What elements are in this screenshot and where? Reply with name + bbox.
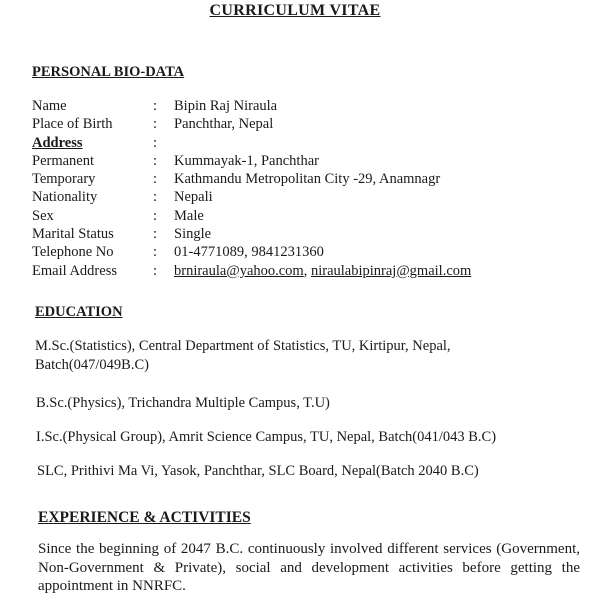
telephone-value: 01-4771089, 9841231360 (174, 244, 324, 261)
experience-heading: EXPERIENCE & ACTIVITIES (38, 509, 251, 526)
bio-row-name (32, 97, 471, 115)
bio-data-table (32, 97, 471, 280)
name-value: Bipin Raj Niraula (174, 98, 278, 114)
colon-separator: : (153, 262, 158, 279)
document-title (0, 2, 590, 20)
email-link-yahoo[interactable]: brniraula@yahoo.com (174, 262, 304, 279)
education-entry-slc: SLC, Prithivi Ma Vi, Yasok, Panchthar, SLC Board, Nepal(Batch 2040 B.C) (37, 463, 479, 479)
permanent-address-value: Kummayak-1, Panchthar (174, 152, 319, 169)
education-entry-bsc: B.Sc.(Physics), Trichandra Multiple Campus, T.U) (36, 395, 330, 411)
telephone-label: Telephone No (32, 244, 114, 261)
permanent-address-label: Permanent (32, 152, 95, 169)
bio-row-sex (32, 207, 471, 225)
education-entry-msc: M.Sc.(Statistics), Central Department of Statistics, TU, Kirtipur, Nepal, Batch(047/049B.C) (35, 338, 451, 373)
colon-separator: : (153, 152, 158, 169)
bio-row-permanent (32, 152, 471, 170)
colon-separator: : (153, 134, 158, 151)
document-title-text: CURRICULUM VITAE (209, 2, 381, 19)
address-label: Address (32, 134, 83, 151)
email-link-gmail[interactable]: niraulabipinraj@gmail.com (310, 262, 472, 279)
temporary-address-value: Kathmandu Metropolitan City -29, Anamnagr (174, 171, 441, 188)
colon-separator: : (153, 98, 158, 114)
colon-separator: : (153, 116, 158, 133)
place-of-birth-label: Place of Birth (32, 116, 113, 133)
marital-status-value: Single (174, 226, 212, 243)
colon-separator: : (153, 244, 158, 261)
bio-row-nationality (32, 188, 471, 206)
sex-label: Sex (32, 207, 54, 224)
email-label: Email Address (32, 262, 117, 279)
education-heading: EDUCATION (35, 304, 123, 320)
sex-value: Male (174, 207, 204, 224)
email-value (174, 262, 471, 280)
nationality-value: Nepali (174, 189, 213, 206)
email-separator: , (303, 262, 311, 279)
bio-row-marital-status (32, 225, 471, 243)
colon-separator: : (153, 226, 158, 243)
name-label: Name (32, 98, 67, 114)
place-of-birth-value: Panchthar, Nepal (174, 116, 274, 133)
bio-row-address (32, 134, 471, 152)
bio-row-telephone (32, 243, 471, 261)
marital-status-label: Marital Status (32, 226, 114, 243)
bio-row-temporary (32, 170, 471, 188)
colon-separator: : (153, 207, 158, 224)
nationality-label: Nationality (32, 189, 98, 206)
personal-bio-data-heading: PERSONAL BIO-DATA (32, 64, 185, 80)
colon-separator: : (153, 171, 158, 188)
bio-row-place-of-birth (32, 115, 471, 133)
colon-separator: : (153, 189, 158, 206)
temporary-address-label: Temporary (32, 171, 96, 188)
experience-paragraph: Since the beginning of 2047 B.C. continuously involved different services (Government, Non-Government & Private), social and development activities before getting the appointment in NNRFC. (38, 541, 580, 594)
bio-row-email (32, 262, 471, 280)
education-entry-isc: I.Sc.(Physical Group), Amrit Science Campus, TU, Nepal, Batch(041/043 B.C) (36, 429, 497, 445)
